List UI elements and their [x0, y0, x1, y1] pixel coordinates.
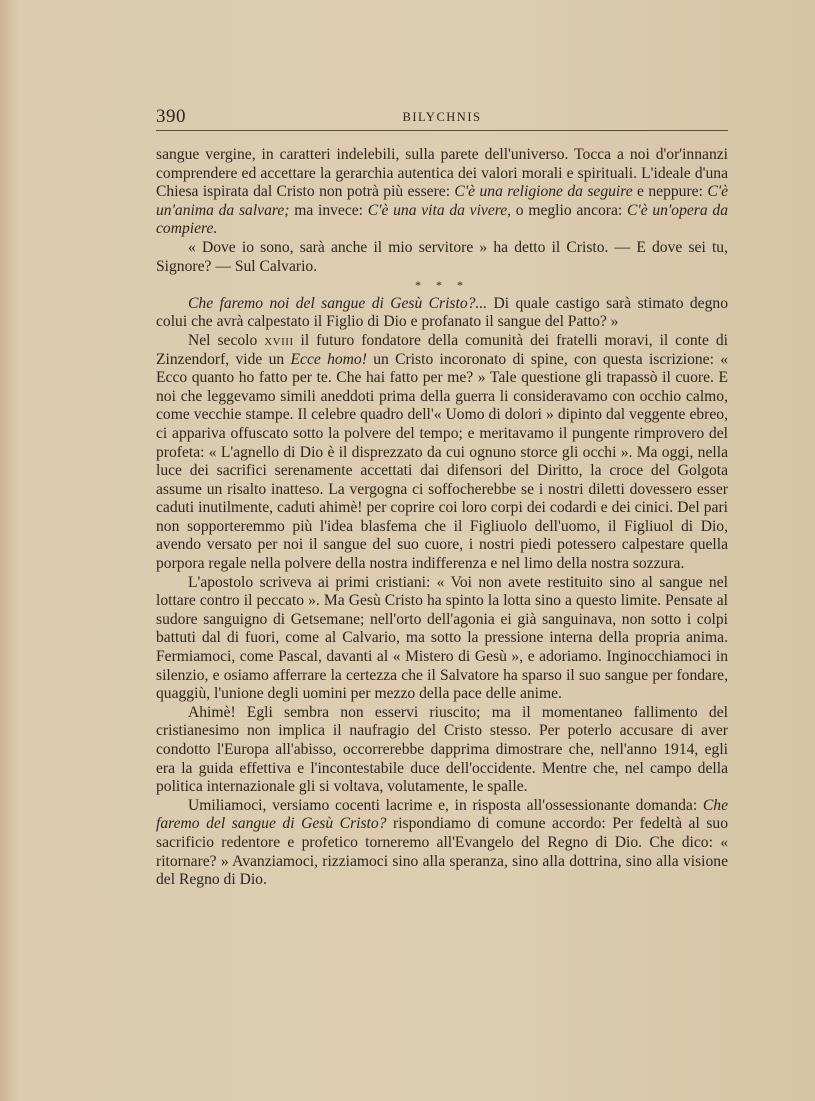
text-run: il futuro fondatore della comunità dei fratelli moravi, il conte di Zinzendorf, vide un [156, 331, 728, 368]
text-run: Umiliamoci, versiamo cocenti lacrime e, in risposta all'ossessionante domanda: [188, 796, 703, 814]
text-run: ma invece: [289, 201, 368, 219]
italic-text: Ecce homo! [290, 350, 367, 368]
paragraph [156, 797, 728, 890]
running-title: BILYCHNIS [402, 110, 482, 124]
text-run: L'apostolo scriveva ai primi cristiani: « Voi non avete restituito sino al sangue nel lottare contro il peccato ». Ma Gesù Cristo ha spinto la lotta sino a questo limite. Pensate al sudore sanguigno di Getsemane; nell'orto dell'agonia ei già sanguinava, non sotto i colpi battuti dal di fuori, come al Calvario, ma sotto la pressione interna della propria anima. Fermiamoci, come Pascal, davanti al « Mistero di Gesù », e adoriamo. Inginocchiamoci in silenzio, e osiamo afferrare la certezza che il Salvatore ha sparso il suo sangue per fondare, quaggiù, l'unione degli uomini per mezzo della pace delle anime. [156, 573, 728, 703]
paragraph [156, 239, 728, 276]
page-number: 390 [156, 106, 186, 127]
paragraph [156, 332, 728, 574]
page-header [156, 104, 728, 131]
text-run: un Cristo incoronato di spine, con questa iscrizione: « Ecco quanto ho fatto per te. Che hai fatto per me? » Tale questione gli trapassò il cuore. E noi che leggevamo simili aneddoti prima della guerra li consideravamo con occhio calmo, come vecchie stampe. Il celebre quadro dell'« Uomo di dolori » dipinto dal veggente ebreo, ci appariva offuscato sotto la polvere del tempo; e meritavamo il pungente rimprovero del profeta: « L'agnello di Dio è il disprezzato da cui ognuno storce gli occhi ». Ma oggi, nella luce dei sacrifici serenamente accettati dai difensori del Diritto, la croce del Golgota assume un risalto inatteso. La vergogna ci soffocherebbe se i nostri diletti dovessero esser caduti inutilmente, caduti ahimè! per coprire coi loro corpi dei codardi e dei cinici. Del pari non sopporteremmo più l'idea blasfema che il Figliuolo dell'uomo, il Figliuol di Dio, avendo versato per noi il sangue del suo cuore, i nostri piedi potessero calpestare quella porpora regale nella polvere della nostra indifferenza e nel limo della nostra sozzura. [156, 350, 729, 573]
italic-text: Che faremo del sangue di Gesù Cristo? [156, 796, 728, 833]
italic-text: C'è una religione da seguire [454, 183, 633, 201]
text-run: Ahimè! Egli sembra non esservi riuscito; ma il momentaneo fallimento del cristianesimo non implica il naufragio del Cristo stesso. Per poterlo accusare di aver condotto l'Europa all'abisso, occorrerebbe dapprima dimostrare che, nell'anno 1914, egli era la guida effettiva e l'incontestabile duce dell'occidente. Mentre che, nel campo della politica internazionale gli si voltava, volutamente, le spalle. [156, 703, 728, 796]
section-separator [156, 276, 728, 295]
italic-text: Che faremo noi del sangue di Gesù Cristo?... [188, 294, 488, 312]
italic-text: C'è un'anima da salvare; [156, 183, 728, 219]
text-run: Nel secolo [188, 331, 265, 349]
text-run: Di quale castigo sarà stimato degno colui che avrà calpestato il Figlio di Dio e profanato il sangue del Patto? » [156, 294, 728, 331]
text-run: « Dove io sono, sarà anche il mio servitore » ha detto il Cristo. — E dove sei tu, Signore? — Sul Calvario. [156, 238, 728, 275]
text-run: o meglio ancora: [511, 201, 627, 219]
paragraph [156, 146, 728, 239]
text-run: e neppure: [632, 183, 708, 201]
paragraph [156, 574, 728, 704]
body-text [156, 146, 728, 890]
text-run: * * * [415, 278, 469, 293]
paragraph [156, 295, 728, 332]
small-caps-text: xviii [264, 331, 294, 349]
text-run: sangue vergine, in caratteri indelebili, sulla parete dell'universo. Tocca a noi d'or'innanzi comprendere ed accettare la gerarchia autentica dei valori morali e spirituali. L'ideale d'una Chiesa ispirata dal Cristo non potrà più essere: [156, 146, 728, 201]
italic-text: C'è un'opera da compiere. [156, 201, 728, 238]
paragraph [156, 704, 728, 797]
text-run: rispondiamo di comune accordo: Per fedeltà al suo sacrificio redentore e profetico torneremo all'Evangelo del Regno di Dio. Che dico: « ritornare? » Avanziamoci, rizziamoci sino alla speranza, sino alla dottrina, sino alla visione del Regno di Dio. [156, 815, 728, 889]
italic-text: C'è una vita da vivere, [367, 201, 512, 219]
